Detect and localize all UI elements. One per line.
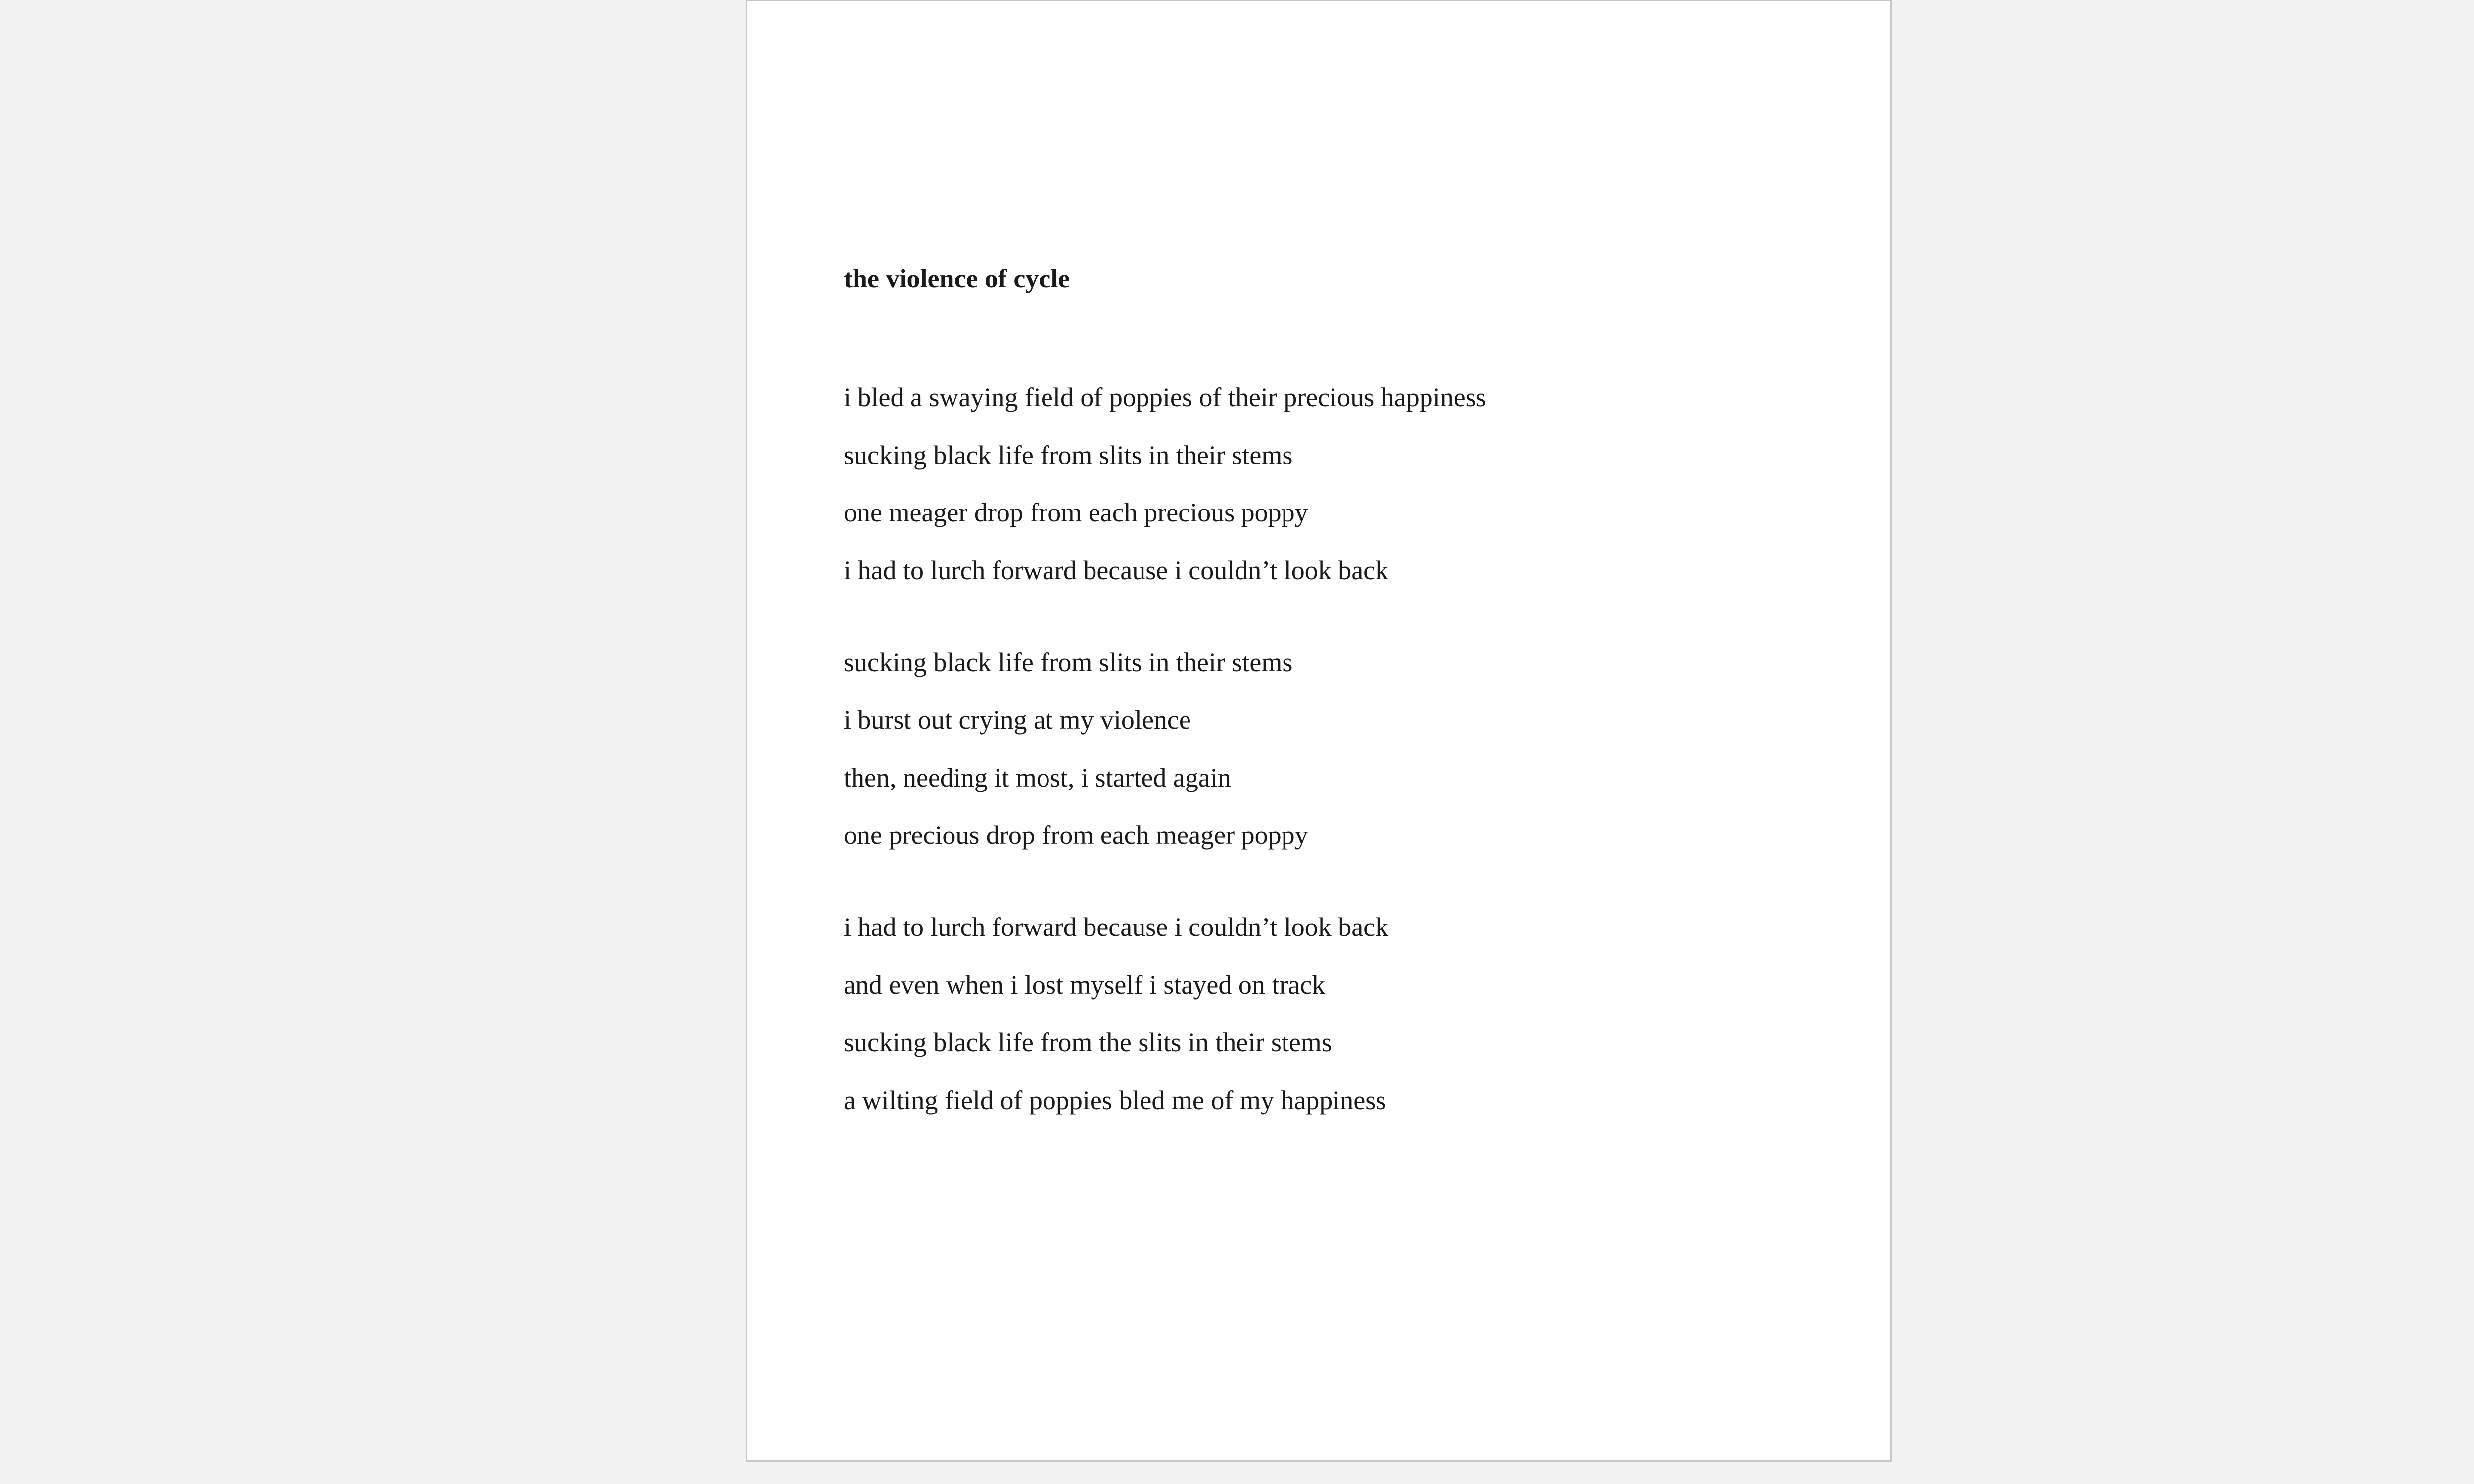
stanza-1: [844, 380, 1833, 588]
poem-line: i had to lurch forward because i couldn’t look back: [844, 912, 1389, 942]
poem-line: sucking black life from the slits in their stems: [844, 1027, 1332, 1057]
poem-line: and even when i lost myself i stayed on track: [844, 970, 1326, 1000]
poem-line: one precious drop from each meager poppy: [844, 820, 1308, 850]
poem-line: sucking black life from slits in their stems: [844, 440, 1293, 470]
poem-line: i bled a swaying field of poppies of their precious happiness: [844, 382, 1486, 412]
poem-line: i burst out crying at my violence: [844, 705, 1191, 735]
document-page: [746, 0, 1892, 1462]
poem-line: i had to lurch forward because i couldn’t look back: [844, 555, 1389, 585]
stanza-3: [844, 910, 1833, 1117]
poem-line: one meager drop from each precious poppy: [844, 498, 1308, 527]
poem-title: the violence of cycle: [844, 264, 1070, 293]
poem-line: then, needing it most, i started again: [844, 762, 1231, 792]
poem-line: sucking black life from slits in their stems: [844, 647, 1293, 677]
poem-line: a wilting field of poppies bled me of my happiness: [844, 1085, 1386, 1115]
document-body: [844, 261, 1833, 1117]
stanza-2: [844, 645, 1833, 853]
